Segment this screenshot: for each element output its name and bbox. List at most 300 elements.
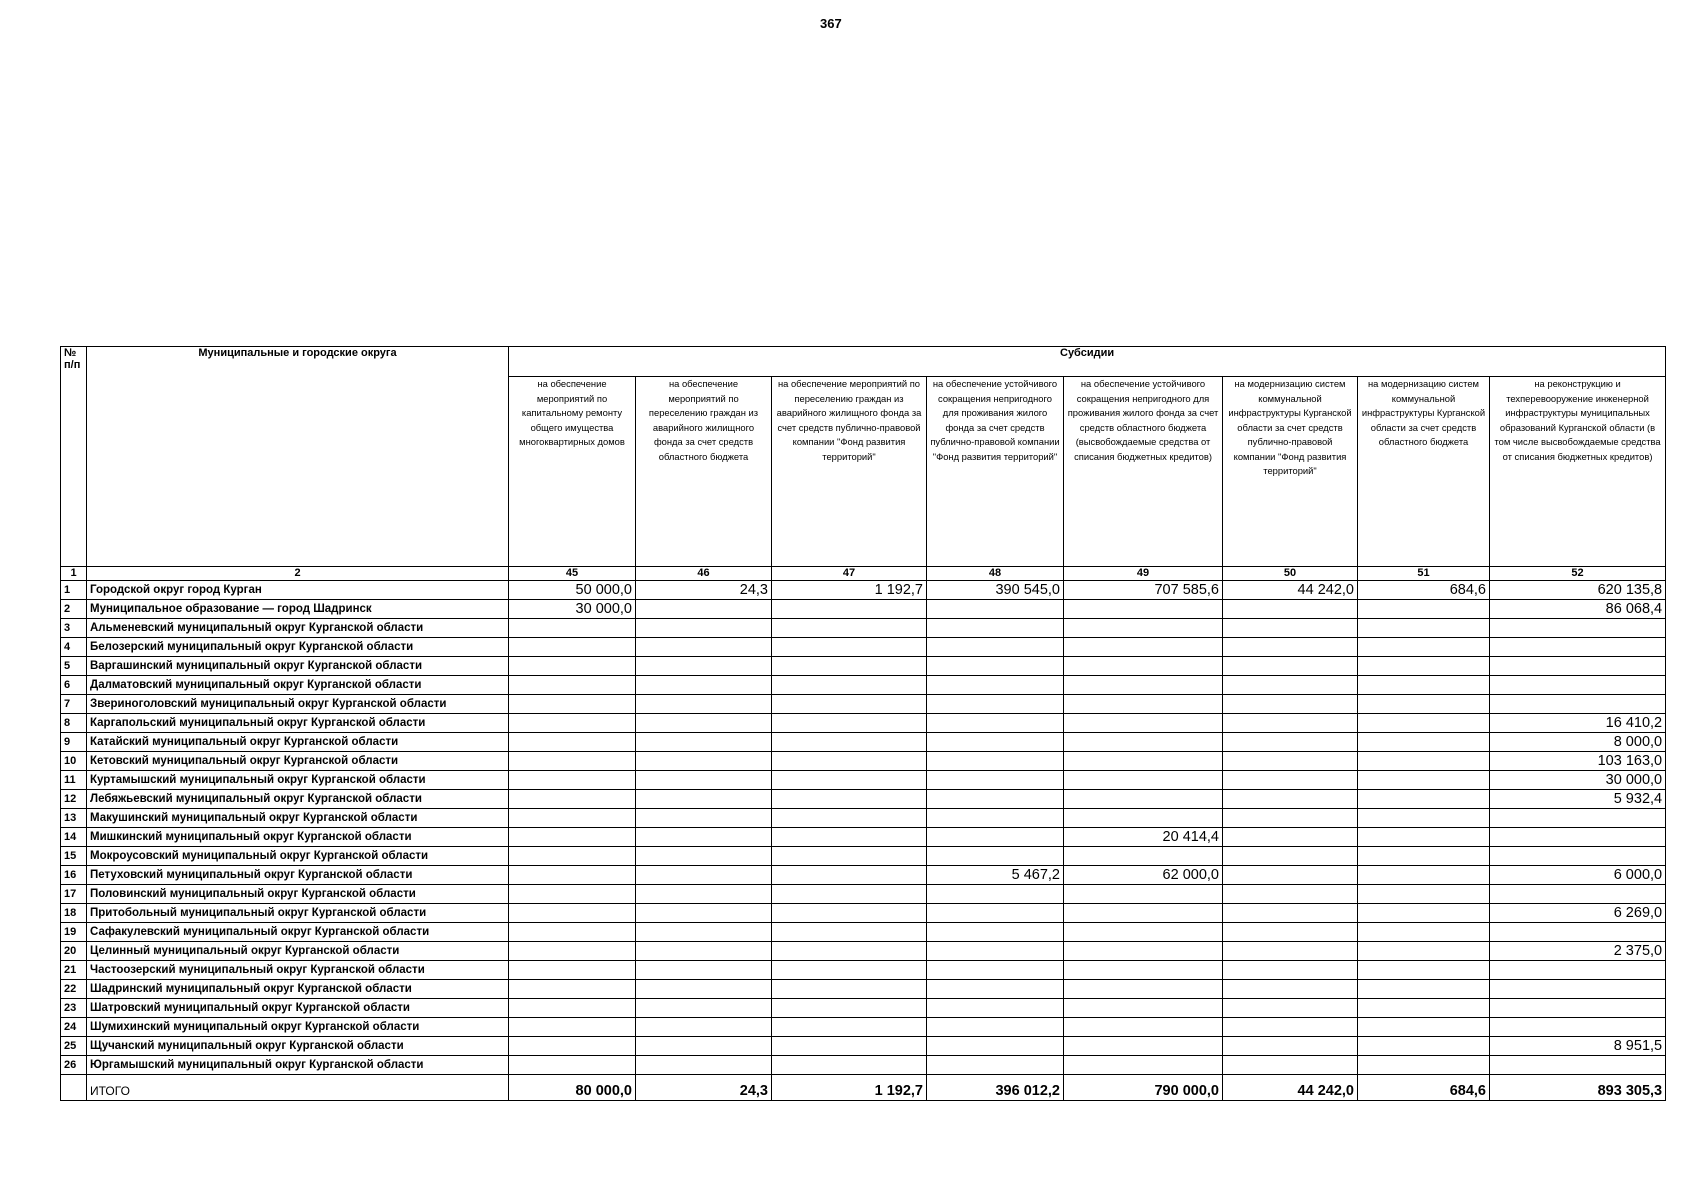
subsidy-value: [772, 961, 927, 980]
subsidy-value: [1358, 809, 1490, 828]
total-value: 24,3: [636, 1075, 772, 1101]
subsidy-value: [772, 619, 927, 638]
subsidy-value: [509, 1018, 636, 1037]
subsidy-value: [1223, 809, 1358, 828]
subsidy-value: [1223, 942, 1358, 961]
subsidy-value: [1490, 999, 1666, 1018]
row-number: 9: [61, 733, 87, 752]
subsidy-value: [927, 790, 1064, 809]
subsidy-value: [636, 885, 772, 904]
subsidy-value: [1358, 828, 1490, 847]
subsidy-value: [636, 866, 772, 885]
subsidy-value: [1358, 942, 1490, 961]
subsidy-value: [636, 695, 772, 714]
column-number: 48: [927, 567, 1064, 581]
municipality-name: Городской округ город Курган: [87, 581, 509, 600]
subsidy-value: [772, 809, 927, 828]
subsidy-value: [1358, 866, 1490, 885]
table-row: [61, 904, 1666, 923]
subsidy-value: 62 000,0: [1064, 866, 1223, 885]
subsidy-value: [772, 942, 927, 961]
subsidy-value: [1064, 1018, 1223, 1037]
table-row: [61, 866, 1666, 885]
subsidy-value: [636, 809, 772, 828]
subsidy-value: [1064, 980, 1223, 999]
subsidy-value: [1358, 1037, 1490, 1056]
total-value: 44 242,0: [1223, 1075, 1358, 1101]
total-value: 80 000,0: [509, 1075, 636, 1101]
subsidy-value: [1358, 790, 1490, 809]
subsidy-value: [1490, 961, 1666, 980]
subsidy-value: [636, 676, 772, 695]
subsidy-value: [772, 904, 927, 923]
header-municipality: Муниципальные и городские округа: [87, 347, 509, 567]
total-value: 790 000,0: [1064, 1075, 1223, 1101]
subsidy-value: [1223, 980, 1358, 999]
subsidy-value: [509, 1037, 636, 1056]
subsidy-value: [1223, 600, 1358, 619]
subsidy-value: [509, 695, 636, 714]
municipality-name: Притобольный муниципальный округ Курганской области: [87, 904, 509, 923]
subsidy-value: [1223, 714, 1358, 733]
subsidy-value: [509, 885, 636, 904]
subsidy-value: [1490, 980, 1666, 999]
municipality-name: Варгашинский муниципальный округ Курганской области: [87, 657, 509, 676]
subsidy-value: [636, 942, 772, 961]
municipality-name: Шумихинский муниципальный округ Курганской области: [87, 1018, 509, 1037]
subsidy-value: [509, 771, 636, 790]
subsidy-value: [509, 809, 636, 828]
subsidy-value: [636, 1056, 772, 1075]
header-subsidies: Субсидии: [509, 347, 1666, 377]
subsidy-value: [636, 961, 772, 980]
subsidy-value: [772, 1037, 927, 1056]
row-number: 14: [61, 828, 87, 847]
subsidy-value: 8 000,0: [1490, 733, 1666, 752]
subsidy-value: [927, 619, 1064, 638]
subsidy-value: [636, 600, 772, 619]
column-number-row: [61, 567, 1666, 581]
subsidy-value: [509, 980, 636, 999]
subsidy-value: [1490, 619, 1666, 638]
municipality-name: Половинский муниципальный округ Курганской области: [87, 885, 509, 904]
subsidy-value: [1223, 790, 1358, 809]
row-number: 5: [61, 657, 87, 676]
subsidy-value: 50 000,0: [509, 581, 636, 600]
subsidy-value: [772, 980, 927, 999]
subsidy-value: 16 410,2: [1490, 714, 1666, 733]
subsidy-value: [509, 638, 636, 657]
subsidy-value: [509, 828, 636, 847]
subsidy-value: [772, 771, 927, 790]
subsidy-value: [636, 980, 772, 999]
subsidy-value: 30 000,0: [1490, 771, 1666, 790]
subsidy-value: [1064, 676, 1223, 695]
row-number: 1: [61, 581, 87, 600]
subsidy-value: [1358, 714, 1490, 733]
row-number: 17: [61, 885, 87, 904]
municipality-name: Щучанский муниципальный округ Курганской области: [87, 1037, 509, 1056]
row-number: 8: [61, 714, 87, 733]
subsidy-value: [1064, 1056, 1223, 1075]
subsidy-value: [1490, 885, 1666, 904]
municipality-name: Сафакулевский муниципальный округ Курганской области: [87, 923, 509, 942]
subsidy-value: [1358, 619, 1490, 638]
table-row: [61, 942, 1666, 961]
subsidy-value: [1490, 847, 1666, 866]
table-header: [61, 347, 1666, 567]
municipality-name: Шадринский муниципальный округ Курганской области: [87, 980, 509, 999]
subsidy-value: [1358, 923, 1490, 942]
subsidy-value: [1490, 1018, 1666, 1037]
subsidy-value: [1358, 999, 1490, 1018]
subsidy-value: [509, 676, 636, 695]
subsidy-value: [772, 657, 927, 676]
subsidy-value: [509, 961, 636, 980]
subsidy-value: 6 000,0: [1490, 866, 1666, 885]
row-number: 10: [61, 752, 87, 771]
subsidy-value: 707 585,6: [1064, 581, 1223, 600]
row-number: 26: [61, 1056, 87, 1075]
row-number: 15: [61, 847, 87, 866]
subsidy-value: [636, 714, 772, 733]
table-row: [61, 790, 1666, 809]
subsidy-value: [772, 866, 927, 885]
subsidy-value: [1064, 809, 1223, 828]
municipality-name: Катайский муниципальный округ Курганской области: [87, 733, 509, 752]
subsidy-value: [772, 733, 927, 752]
subsidy-value: [509, 847, 636, 866]
subsidy-value: [772, 885, 927, 904]
subsidy-value: [1490, 809, 1666, 828]
subsidy-value: [1064, 790, 1223, 809]
subsidy-value: [509, 1056, 636, 1075]
subsidy-value: [772, 847, 927, 866]
row-number: 21: [61, 961, 87, 980]
subsidy-value: [927, 809, 1064, 828]
header-subcolumn: на обеспечение мероприятий по переселению граждан из аварийного жилищного фонда за счет средств областного бюджета: [636, 377, 772, 567]
subsidy-value: [1223, 847, 1358, 866]
subsidy-value: [927, 752, 1064, 771]
subsidy-value: [636, 657, 772, 676]
subsidy-value: [1064, 847, 1223, 866]
table-row: [61, 923, 1666, 942]
subsidy-value: [509, 752, 636, 771]
subsidy-value: [636, 847, 772, 866]
table-row: [61, 999, 1666, 1018]
column-number: 50: [1223, 567, 1358, 581]
subsidy-value: [927, 904, 1064, 923]
subsidy-value: [927, 828, 1064, 847]
table-row: [61, 980, 1666, 999]
subsidy-value: 6 269,0: [1490, 904, 1666, 923]
subsidy-value: [1358, 752, 1490, 771]
row-number: 19: [61, 923, 87, 942]
subsidy-value: [1358, 904, 1490, 923]
subsidy-value: [772, 1056, 927, 1075]
subsidy-value: [927, 1056, 1064, 1075]
municipality-name: Петуховский муниципальный округ Курганской области: [87, 866, 509, 885]
subsidy-value: [636, 923, 772, 942]
subsidy-value: [1223, 619, 1358, 638]
row-number: 25: [61, 1037, 87, 1056]
row-number: 4: [61, 638, 87, 657]
subsidy-value: [509, 999, 636, 1018]
subsidy-value: [1490, 695, 1666, 714]
subsidy-value: [1223, 733, 1358, 752]
subsidy-value: [1223, 657, 1358, 676]
subsidy-value: [772, 828, 927, 847]
subsidy-value: [1064, 923, 1223, 942]
subsidy-value: [1358, 695, 1490, 714]
total-number-cell: [61, 1075, 87, 1101]
subsidy-value: [636, 752, 772, 771]
subsidy-value: [1490, 923, 1666, 942]
subsidy-value: [636, 1037, 772, 1056]
subsidy-value: 8 951,5: [1490, 1037, 1666, 1056]
municipality-name: Мишкинский муниципальный округ Курганской области: [87, 828, 509, 847]
table-row: [61, 714, 1666, 733]
row-number: 18: [61, 904, 87, 923]
column-number: 46: [636, 567, 772, 581]
row-number: 12: [61, 790, 87, 809]
subsidy-value: 86 068,4: [1490, 600, 1666, 619]
row-number: 16: [61, 866, 87, 885]
subsidy-value: [772, 638, 927, 657]
total-label: ИТОГО: [87, 1075, 509, 1101]
row-number: 7: [61, 695, 87, 714]
subsidy-value: [1358, 638, 1490, 657]
subsidy-value: [927, 600, 1064, 619]
subsidy-value: [927, 885, 1064, 904]
subsidy-value: [1358, 657, 1490, 676]
subsidy-value: [509, 904, 636, 923]
subsidy-value: 2 375,0: [1490, 942, 1666, 961]
subsidy-value: [1223, 771, 1358, 790]
subsidy-value: [1358, 733, 1490, 752]
subsidy-value: [772, 923, 927, 942]
subsidy-value: [772, 999, 927, 1018]
municipality-name: Белозерский муниципальный округ Курганской области: [87, 638, 509, 657]
subsidy-value: 20 414,4: [1064, 828, 1223, 847]
subsidy-value: [1223, 1037, 1358, 1056]
subsidy-value: 5 467,2: [927, 866, 1064, 885]
municipality-name: Юргамышский муниципальный округ Курганской области: [87, 1056, 509, 1075]
subsidy-value: 30 000,0: [509, 600, 636, 619]
subsidy-value: [1358, 847, 1490, 866]
table-row: [61, 752, 1666, 771]
table-row: [61, 600, 1666, 619]
subsidy-value: [636, 999, 772, 1018]
column-number: 1: [61, 567, 87, 581]
subsidy-value: [1064, 695, 1223, 714]
subsidy-value: 1 192,7: [772, 581, 927, 600]
subsidy-value: [927, 847, 1064, 866]
subsidy-value: [927, 771, 1064, 790]
subsidy-value: 620 135,8: [1490, 581, 1666, 600]
municipality-name: Далматовский муниципальный округ Курганской области: [87, 676, 509, 695]
table-row: [61, 1037, 1666, 1056]
column-number: 45: [509, 567, 636, 581]
subsidy-value: [1223, 1056, 1358, 1075]
header-subcolumn: на обеспечение устойчивого сокращения непригодного для проживания жилого фонда за счет средств областного бюджета (высвобождаемые средства от списания бюджетных кредитов): [1064, 377, 1223, 567]
subsidy-value: [927, 733, 1064, 752]
table-row: [61, 638, 1666, 657]
row-number: 13: [61, 809, 87, 828]
subsidy-value: 5 932,4: [1490, 790, 1666, 809]
subsidy-value: [509, 942, 636, 961]
table-row: [61, 695, 1666, 714]
subsidy-value: [927, 1018, 1064, 1037]
subsidy-value: [927, 695, 1064, 714]
subsidy-value: [509, 866, 636, 885]
municipality-name: Муниципальное образование — город Шадринск: [87, 600, 509, 619]
row-number: 3: [61, 619, 87, 638]
subsidy-value: [927, 999, 1064, 1018]
subsidy-value: [1358, 961, 1490, 980]
subsidy-value: [509, 733, 636, 752]
subsidy-value: [1358, 1056, 1490, 1075]
subsidy-value: 24,3: [636, 581, 772, 600]
subsidy-value: [927, 657, 1064, 676]
subsidy-value: [636, 638, 772, 657]
header-subcolumn: на модернизацию систем коммунальной инфраструктуры Курганской области за счет средств областного бюджета: [1358, 377, 1490, 567]
subsidy-value: [1064, 733, 1223, 752]
municipality-name: Звериноголовский муниципальный округ Курганской области: [87, 695, 509, 714]
header-subcolumn: на обеспечение мероприятий по переселению граждан из аварийного жилищного фонда за счет средств публично-правовой компании "Фонд развития территорий": [772, 377, 927, 567]
table-row: [61, 733, 1666, 752]
subsidy-value: [1358, 771, 1490, 790]
subsidy-value: [636, 619, 772, 638]
total-value: 1 192,7: [772, 1075, 927, 1101]
subsidy-value: 390 545,0: [927, 581, 1064, 600]
subsidy-value: [1064, 600, 1223, 619]
subsidy-value: [1064, 638, 1223, 657]
header-subcolumn: на реконструкцию и техперевооружение инженерной инфраструктуры муниципальных образований Курганской области (в том числе высвобождаемые средства от списания бюджетных кредитов): [1490, 377, 1666, 567]
subsidy-value: [1064, 885, 1223, 904]
subsidy-value: [772, 752, 927, 771]
subsidy-value: [636, 904, 772, 923]
column-number: 47: [772, 567, 927, 581]
table-body: [61, 567, 1666, 1101]
subsidy-value: [1064, 619, 1223, 638]
row-number: 22: [61, 980, 87, 999]
municipality-name: Целинный муниципальный округ Курганской области: [87, 942, 509, 961]
subsidy-value: [1223, 1018, 1358, 1037]
subsidy-value: [1223, 866, 1358, 885]
header-number: № п/п: [61, 347, 87, 567]
municipality-name: Частоозерский муниципальный округ Курганской области: [87, 961, 509, 980]
municipality-name: Альменевский муниципальный округ Курганской области: [87, 619, 509, 638]
subsidy-value: 103 163,0: [1490, 752, 1666, 771]
table-row: [61, 581, 1666, 600]
municipality-name: Мокроусовский муниципальный округ Курганской области: [87, 847, 509, 866]
municipality-name: Куртамышский муниципальный округ Курганской области: [87, 771, 509, 790]
subsidy-value: [1064, 752, 1223, 771]
subsidy-value: [927, 638, 1064, 657]
subsidy-value: [772, 1018, 927, 1037]
subsidy-value: [1358, 1018, 1490, 1037]
total-value: 893 305,3: [1490, 1075, 1666, 1101]
subsidy-value: [1223, 923, 1358, 942]
subsidy-value: [1490, 1056, 1666, 1075]
subsidy-value: [1223, 904, 1358, 923]
table-row: [61, 809, 1666, 828]
subsidy-value: [1490, 638, 1666, 657]
municipality-name: Каргапольский муниципальный округ Курганской области: [87, 714, 509, 733]
subsidy-value: [927, 676, 1064, 695]
subsidy-value: [1223, 885, 1358, 904]
subsidy-value: [1064, 961, 1223, 980]
subsidy-value: [1064, 942, 1223, 961]
subsidy-value: [927, 961, 1064, 980]
row-number: 23: [61, 999, 87, 1018]
subsidy-value: [636, 828, 772, 847]
subsidy-value: [636, 733, 772, 752]
table-row: [61, 657, 1666, 676]
subsidy-value: [636, 790, 772, 809]
subsidy-value: [1223, 999, 1358, 1018]
total-value: 684,6: [1358, 1075, 1490, 1101]
subsidy-value: [1064, 904, 1223, 923]
subsidy-value: [1223, 752, 1358, 771]
header-subcolumn: на обеспечение мероприятий по капитальному ремонту общего имущества многоквартирных домов: [509, 377, 636, 567]
column-number: 2: [87, 567, 509, 581]
total-row: [61, 1075, 1666, 1101]
subsidy-value: [1223, 695, 1358, 714]
column-number: 52: [1490, 567, 1666, 581]
total-value: 396 012,2: [927, 1075, 1064, 1101]
subsidy-value: [509, 657, 636, 676]
subsidy-value: [927, 980, 1064, 999]
row-number: 20: [61, 942, 87, 961]
subsidy-value: [1223, 961, 1358, 980]
subsidy-value: [509, 619, 636, 638]
municipality-name: Лебяжьевский муниципальный округ Курганской области: [87, 790, 509, 809]
table-row: [61, 847, 1666, 866]
municipality-name: Кетовский муниципальный округ Курганской области: [87, 752, 509, 771]
municipality-name: Шатровский муниципальный округ Курганской области: [87, 999, 509, 1018]
header-subcolumn: на модернизацию систем коммунальной инфраструктуры Курганской области за счет средств публично-правовой компании "Фонд развития территорий": [1223, 377, 1358, 567]
page-number: 367: [820, 16, 842, 31]
subsidy-value: [1358, 600, 1490, 619]
subsidy-value: [1490, 828, 1666, 847]
subsidy-value: [1358, 885, 1490, 904]
row-number: 24: [61, 1018, 87, 1037]
subsidy-value: [772, 600, 927, 619]
subsidy-value: [772, 790, 927, 809]
row-number: 2: [61, 600, 87, 619]
table-row: [61, 828, 1666, 847]
subsidy-value: [927, 923, 1064, 942]
header-subcolumn: на обеспечение устойчивого сокращения непригодного для проживания жилого фонда за счет средств публично-правовой компании "Фонд развития территорий": [927, 377, 1064, 567]
subsidy-value: [927, 942, 1064, 961]
table-row: [61, 619, 1666, 638]
subsidy-value: 44 242,0: [1223, 581, 1358, 600]
subsidy-value: [772, 714, 927, 733]
table-row: [61, 1018, 1666, 1037]
column-number: 49: [1064, 567, 1223, 581]
subsidy-value: [927, 714, 1064, 733]
subsidy-value: [1064, 999, 1223, 1018]
subsidy-value: [1358, 980, 1490, 999]
row-number: 11: [61, 771, 87, 790]
subsidy-value: 684,6: [1358, 581, 1490, 600]
subsidies-table: [60, 346, 1666, 1101]
row-number: 6: [61, 676, 87, 695]
table-row: [61, 771, 1666, 790]
subsidy-value: [509, 714, 636, 733]
